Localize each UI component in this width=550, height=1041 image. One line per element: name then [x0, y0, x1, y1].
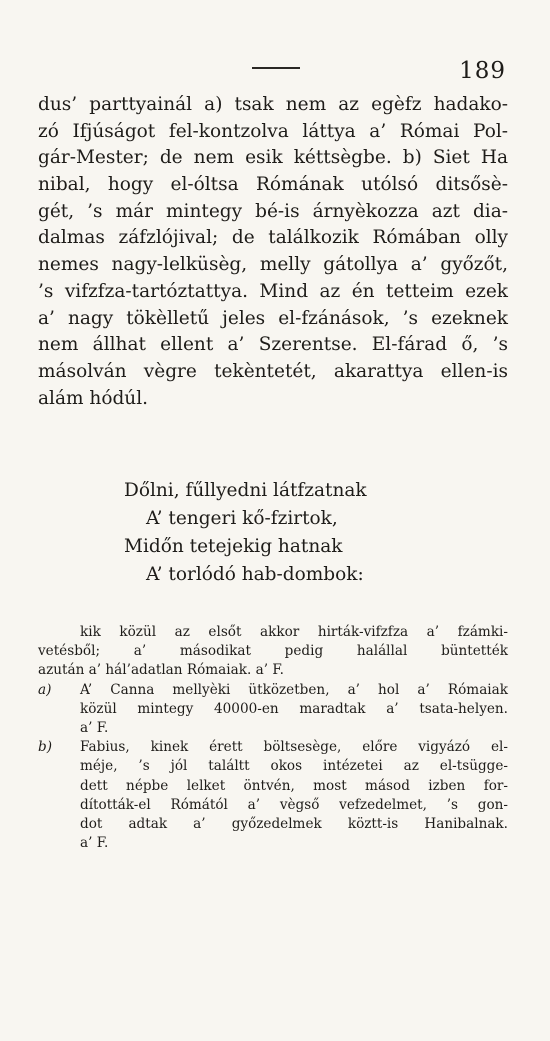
footnote-line: közül mintegy 40000-en maradtak a’ tsata-helyen. — [80, 700, 508, 717]
footnote-line: vetésből; a’ másodikat pedig halállal büntették — [38, 643, 508, 660]
footnote-line: dították-el Rómától a’ vègső vefzedelmet, ’s gon- — [80, 796, 508, 813]
footnote-line: kik közül az elsőt akkor hirták-vifzfza a’ fzámki- — [80, 624, 508, 640]
prose-line: nibal, hogy el-óltsa Rómának utólsó ditsősè- — [38, 174, 508, 196]
prose-line: alám hódúl. — [38, 387, 149, 409]
verse-line: Dőlni, fűllyedni látfzatnak — [124, 480, 367, 501]
footnote-marker: a) — [38, 681, 52, 698]
footnote-line: Fabius, kinek érett böltsesège, előre vigyázó el- — [80, 739, 508, 756]
header-rule — [252, 67, 300, 69]
page-number: 189 — [459, 58, 506, 84]
prose-line: másolván vègre tekèntetét, akarattya ellen-is — [38, 360, 508, 382]
prose-line: gár-Mester; de nem esik kéttsègbe. b) Siet Ha — [38, 147, 508, 169]
prose-line: zó Ifjúságot fel-kontzolva láttya a’ Római Pol- — [38, 120, 508, 142]
prose-line: dalmas záfzlójival; de találkozik Rómában olly — [38, 227, 508, 249]
prose-line: nemes nagy-lelküsèg, melly gátollya a’ győzőt, — [38, 254, 508, 276]
footnote-continuation — [38, 623, 508, 681]
footnote-line: dot adtak a’ győzedelmek köztt-is Hanibalnak. — [80, 815, 508, 832]
footnote-line: dett népbe lelket öntvén, most másod izben for- — [80, 777, 508, 794]
footnote-line: méje, ’s jól találtt okos intézetei az el-tsügge- — [80, 758, 508, 775]
verse-stanza — [0, 477, 550, 589]
footnote-line: a’ F. — [80, 719, 109, 736]
verse-line: A’ torlódó hab-dombok: — [146, 564, 364, 585]
prose-line: ’s vifzfza-tartóztattya. Mind az én tetteim ezek — [38, 280, 508, 302]
footnote-a — [38, 681, 508, 739]
verse-line: Midőn tetejekig hatnak — [124, 536, 343, 557]
prose-paragraph — [38, 92, 508, 412]
prose-line: a’ nagy tökèlletű jeles el-fzánások, ’s ezeknek — [38, 307, 508, 329]
footnotes — [38, 623, 508, 853]
prose-line: gét, ’s már mintegy bé-is árnyèkozza azt dia- — [38, 200, 508, 222]
footnote-line: a’ F. — [80, 835, 109, 852]
footnote-line: azután a’ hál’adatlan Rómaiak. a’ F. — [38, 662, 284, 679]
verse-line: A’ tengeri kő-fzirtok, — [146, 508, 338, 529]
prose-line: dus’ parttyainál a) tsak nem az egèfz hadako- — [38, 94, 508, 115]
footnote-marker: b) — [38, 739, 53, 756]
footnote-b — [38, 738, 508, 853]
prose-line: nem állhat ellent a’ Szerentse. El-fárad ő, ’s — [38, 334, 508, 356]
footnote-line: A’ Canna mellyèki ütközetben, a’ hol a’ Rómaiak — [80, 681, 508, 698]
